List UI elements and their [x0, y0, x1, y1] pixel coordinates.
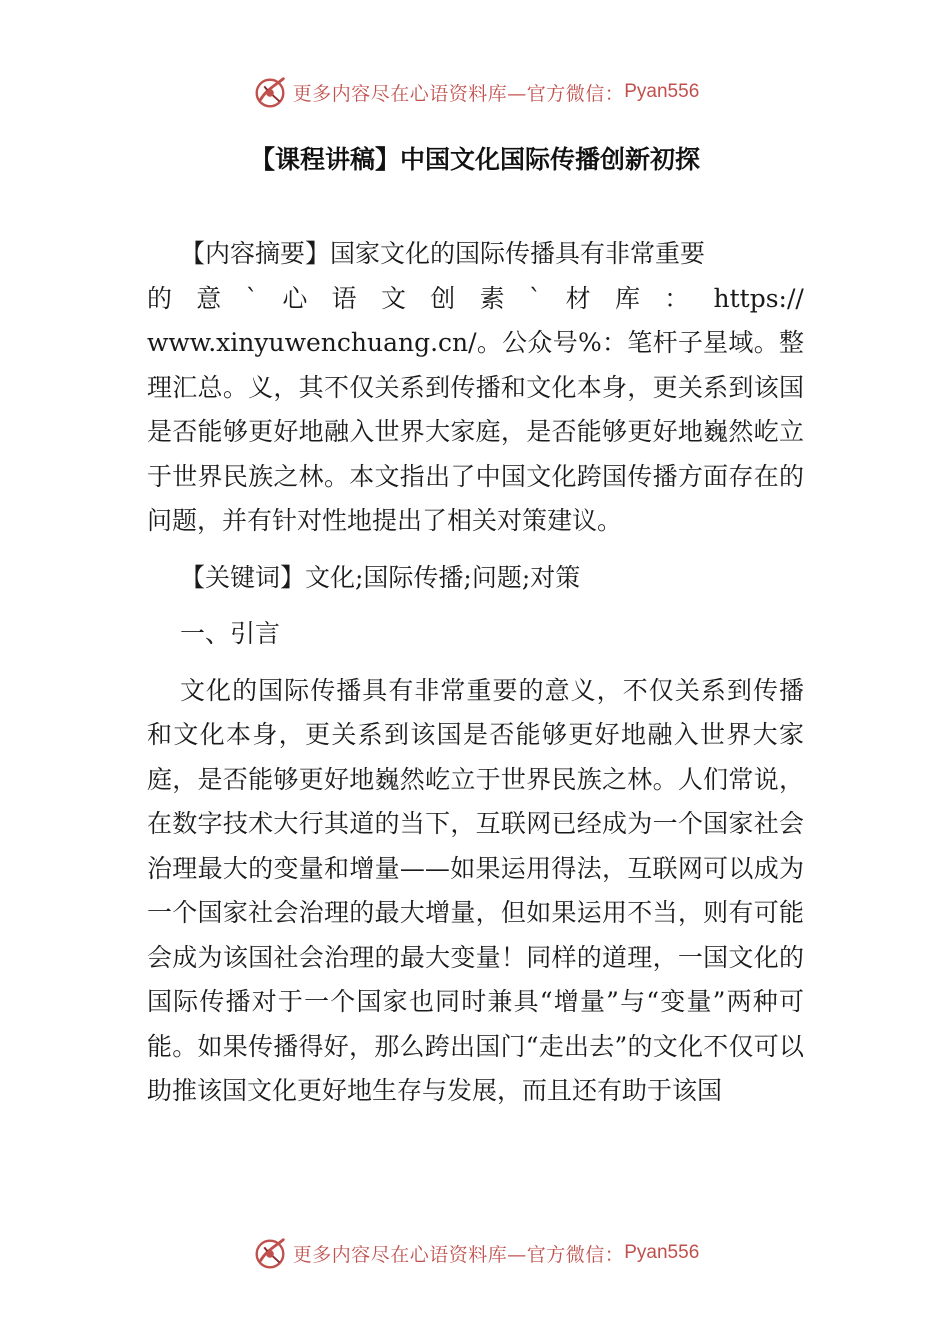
watermark-account: Pyan556 [624, 1242, 700, 1263]
logo-icon [251, 1234, 289, 1272]
abstract-rest: www.xinyuwenchuang.cn/。公众号%：笔杆子星域。整理汇总。义，其不仅关系到传播和文化本身，更关系到该国是否能够更好地融入世界大家庭，是否能够更好地巍然屹立于世界民族之林。本文指出了中国文化跨国传播方面存在的问题，并有针对性地提出了相关对策建议。 [147, 328, 804, 535]
body-paragraph: 文化的国际传播具有非常重要的意义，不仅关系到传播和文化本身，更关系到该国是否能够更好地融入世界大家庭，是否能够更好地巍然屹立于世界民族之林。人们常说，在数字技术大行其道的当下，互联网已经成为一个国家社会治理最大的变量和增量——如果运用得法，互联网可以成为一个国家社会治理的最大增量，但如果运用不当，则有可能会成为该国社会治理的最大变量！同样的道理，一国文化的国际传播对于一个国家也同时兼具“增量”与“变量”两种可能。如果传播得好，那么跨出国门“走出去”的文化不仅可以助推该国文化更好地生存与发展，而且还有助于该国 [147, 675, 804, 1105]
logo-icon [251, 73, 289, 111]
abstract-char: 的 [147, 283, 173, 313]
abstract-line2 [147, 277, 804, 322]
abstract-line1 [147, 232, 804, 277]
abstract-char: 语 [331, 283, 357, 313]
watermark-text: 更多内容尽在心语资料库—官方微信： [292, 1243, 625, 1266]
abstract-char: ` [528, 283, 542, 313]
abstract-char: 素 [479, 283, 505, 313]
abstract-char: 库 [614, 283, 640, 313]
section-heading-intro: 一、引言 [180, 619, 281, 648]
abstract-char: 意 [196, 283, 222, 313]
abstract-char: 心 [282, 283, 308, 313]
abstract-url-start: https:// [713, 283, 804, 313]
abstract-char: ` [245, 283, 259, 313]
abstract-label: 【内容摘要】 [180, 239, 331, 268]
abstract-char: ： [664, 283, 690, 313]
watermark-account: Pyan556 [624, 81, 700, 102]
abstract-line1-text: 国家文化的国际传播具有非常重要 [330, 239, 706, 268]
footer-watermark [0, 1233, 950, 1273]
abstract-char: 文 [380, 283, 406, 313]
abstract-char: 创 [430, 283, 456, 313]
abstract-char: 材 [565, 283, 591, 313]
document-body [147, 232, 804, 1114]
keywords: 【关键词】文化;国际传播;问题;对策 [180, 562, 581, 592]
document-title: 【课程讲稿】中国文化国际传播创新初探 [249, 145, 700, 174]
header-watermark [0, 72, 950, 112]
watermark-text: 更多内容尽在心语资料库—官方微信： [292, 82, 625, 105]
